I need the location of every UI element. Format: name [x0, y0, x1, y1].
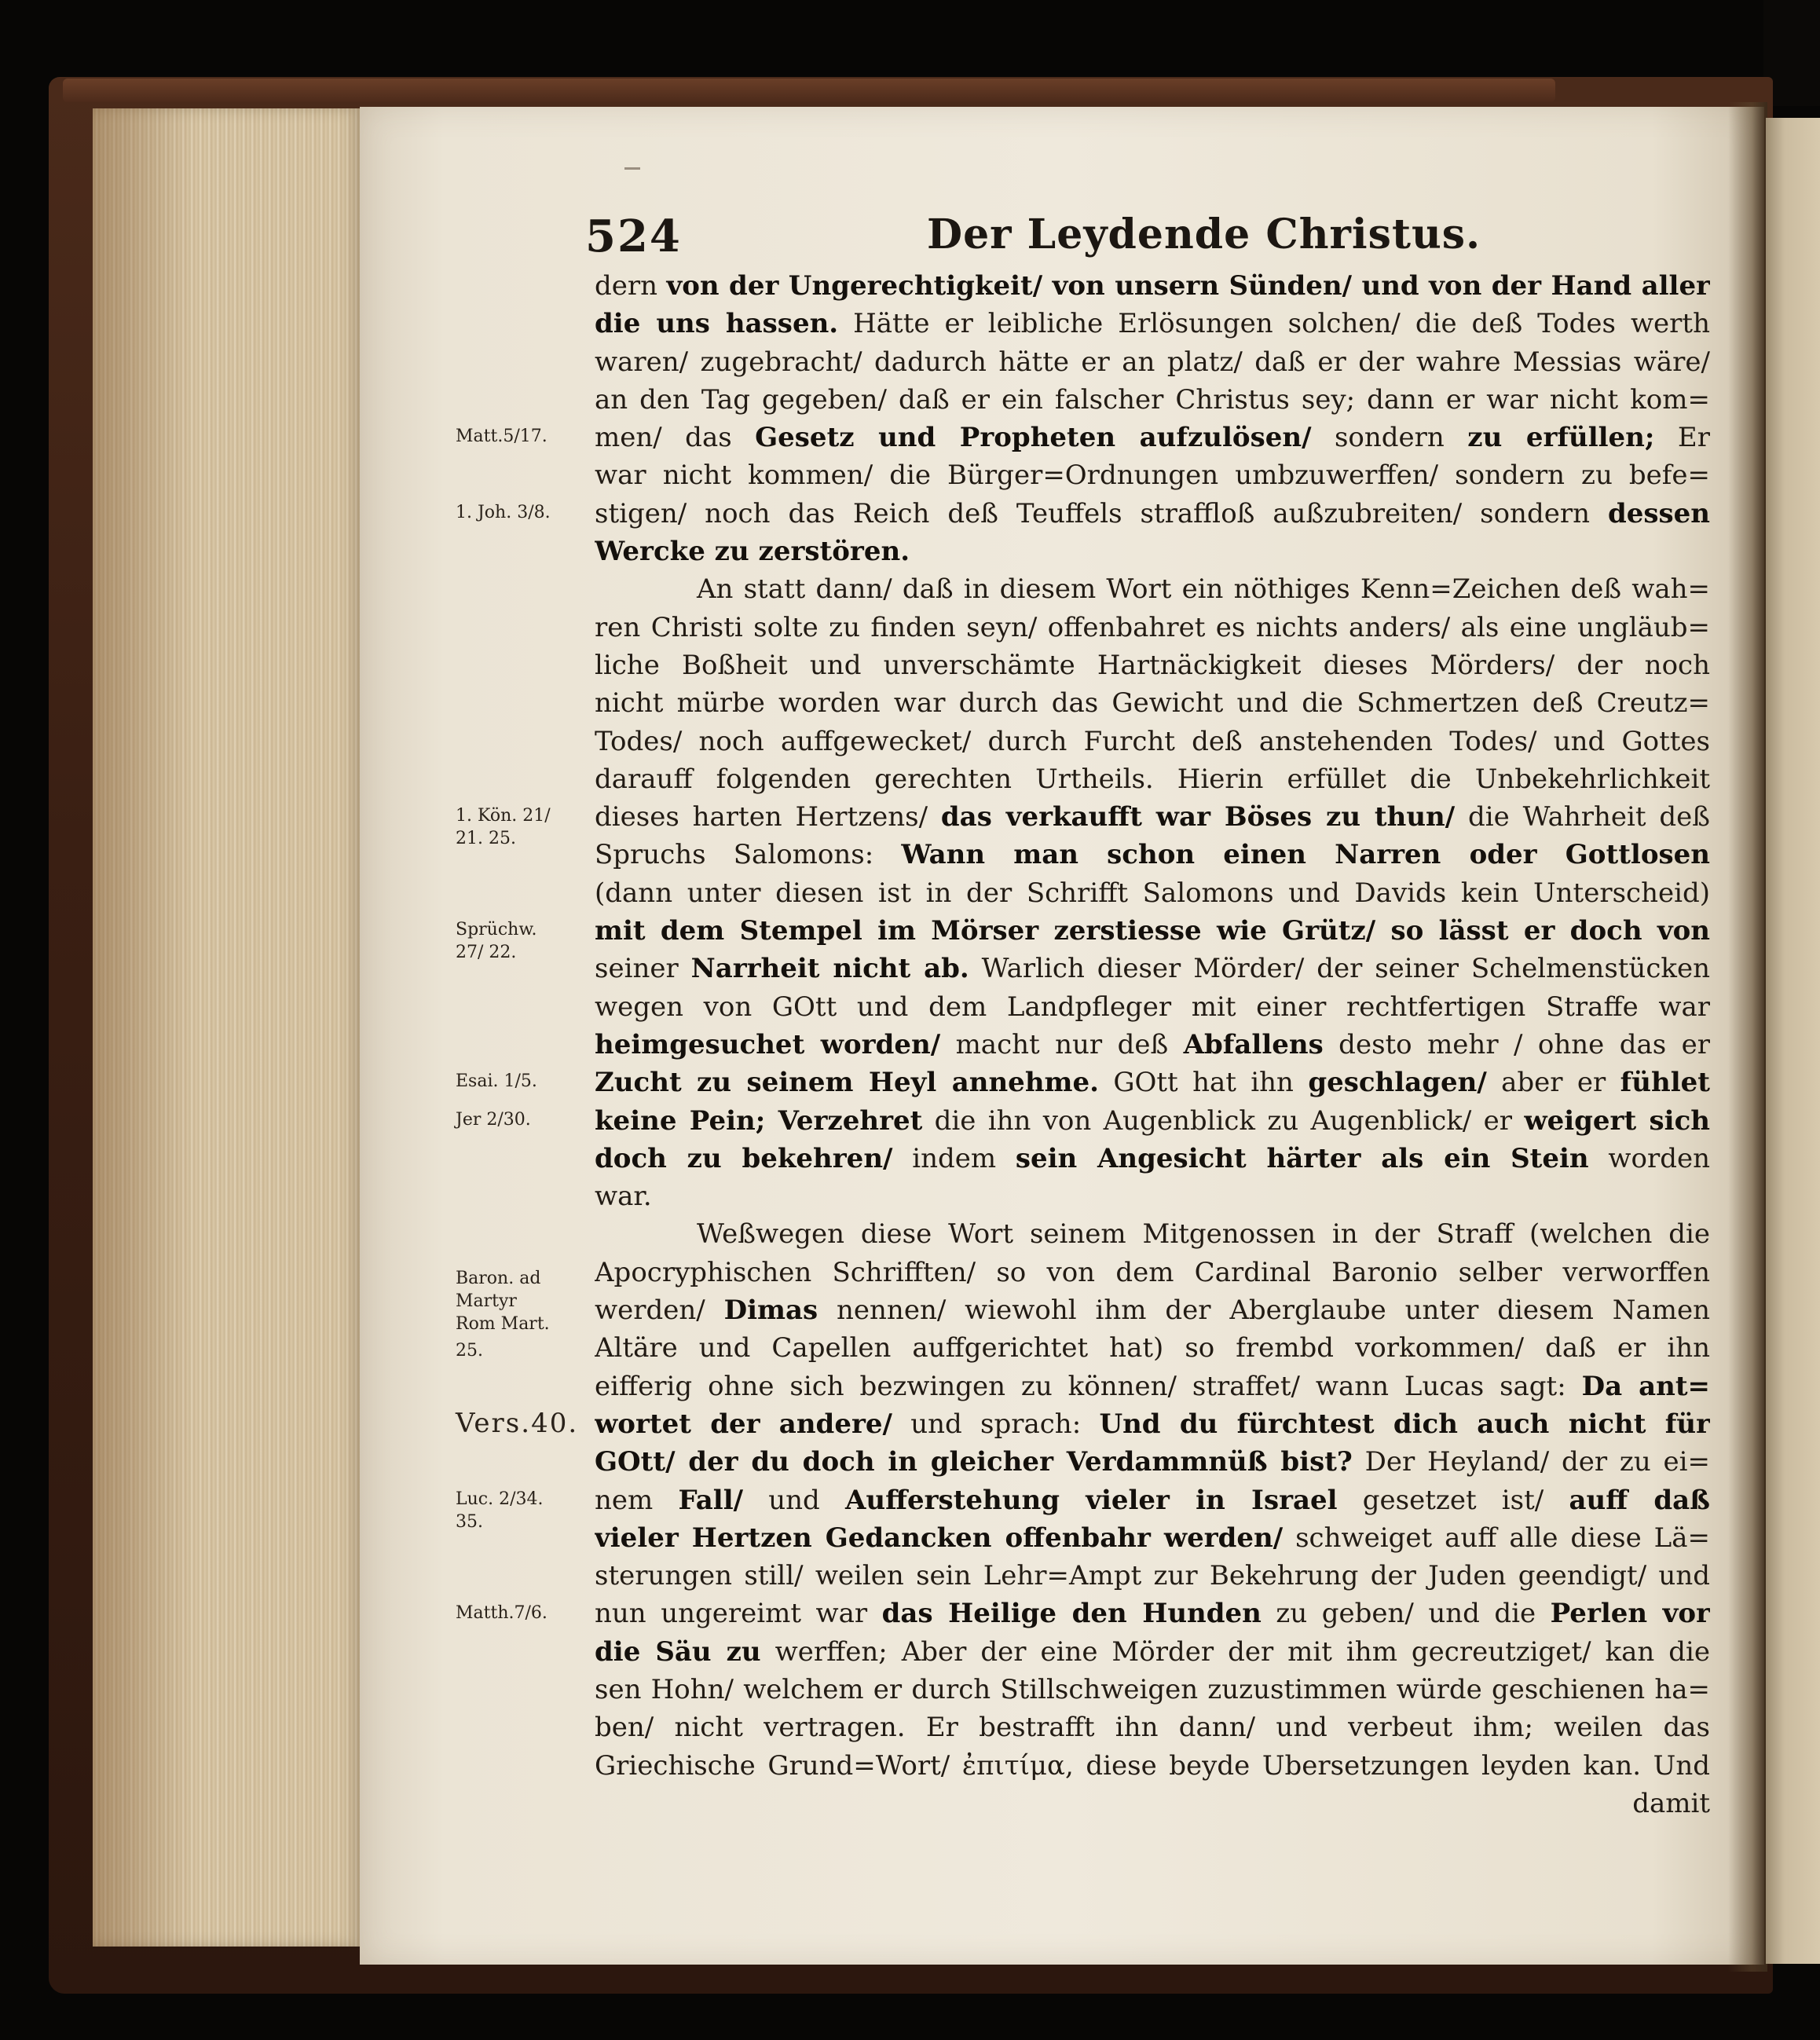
text-line [595, 1405, 1710, 1443]
emphasis-text: auff daß [1569, 1484, 1710, 1516]
text-line [595, 798, 1710, 836]
emphasis-text: sein Angesicht härter als ein Stein [1015, 1142, 1589, 1174]
book-cover-top-edge [63, 79, 1555, 102]
text-run: die Wahrheit deß [1455, 801, 1710, 833]
text-run: werffen; Aber der eine Mörder der mit ihm gecreutziget/ kan die [760, 1635, 1710, 1668]
text-line [595, 1026, 1710, 1064]
running-title: Der Leydende Christus. [927, 211, 1481, 258]
text-run: und [743, 1484, 845, 1516]
emphasis-text: wortet der andere/ [595, 1408, 892, 1440]
text-line [595, 1368, 1710, 1405]
text-run: aber er [1486, 1067, 1620, 1099]
text-run: Griechische Grund=Wort/ ἐπιτίμα, diese beyde Ubersetzungen leyden kan. Und [595, 1749, 1710, 1782]
page-edges-shadow [93, 108, 195, 1947]
text-line [595, 570, 1710, 608]
text-run: wegen von GOtt und dem Landpfleger mit einer rechtfertigen Straffe war [595, 991, 1710, 1023]
text-run: sondern [1311, 422, 1468, 454]
margin-note: Baron. ad [456, 1269, 541, 1289]
text-run: men/ das [595, 422, 756, 454]
text-line [595, 533, 1710, 570]
text-line [595, 1102, 1710, 1140]
margin-note: Jer 2/30. [456, 1109, 531, 1130]
text-line [595, 419, 1710, 456]
text-line [595, 988, 1710, 1026]
text-run: liche Boßheit und unverschämte Hartnäckigkeit dieses Mörders/ der noch [595, 649, 1710, 681]
text-line [595, 495, 1710, 533]
emphasis-text: Und du fürchtest dich auch nicht für [1099, 1408, 1710, 1440]
text-line [595, 684, 1710, 722]
text-run: nem [595, 1484, 679, 1516]
text-run: stigen/ noch das Reich deß Teuffels straffloß außzubreiten/ sondern [595, 497, 1608, 529]
text-run: seiner [595, 953, 691, 985]
text-line [595, 1747, 1710, 1785]
text-run: sterungen still/ weilen sein Lehr=Ampt zur Bekehrung der Juden geendigt/ und [595, 1560, 1710, 1592]
emphasis-text: GOtt/ der du doch in gleicher Verdammnüß bist? [595, 1446, 1353, 1478]
margin-note: Matt.5/17. [456, 427, 547, 447]
margin-note: 21. 25. [456, 829, 516, 849]
text-run: dieses harten Hertzens/ [595, 801, 941, 833]
emphasis-text: doch zu bekehren/ [595, 1142, 893, 1174]
emphasis-text: die uns hassen. [595, 308, 839, 340]
emphasis-text: Wann man schon einen Narren oder Gottlosen [901, 839, 1710, 871]
text-run: waren/ zugebracht/ dadurch hätte er an platz/ daß er der wahre Messias wäre/ [595, 346, 1710, 378]
text-run: (dann unter diesen ist in der Schrifft Salomons und Davids kein Unterscheid) [595, 877, 1710, 909]
text-line [595, 1557, 1710, 1595]
text-line [595, 1254, 1710, 1291]
emphasis-text: Da ant= [1581, 1370, 1710, 1402]
text-run: darauff folgenden gerechten Urtheils. Hierin erfüllet die Unbekehrlichkeit [595, 763, 1710, 795]
emphasis-text: Zucht zu seinem Heyl annehme. [595, 1067, 1099, 1099]
text-run: damit [1632, 1787, 1710, 1819]
text-run: nennen/ wiewohl ihm der Aberglaube unter diesem Namen [818, 1295, 1710, 1327]
text-line [595, 950, 1710, 987]
text-line [595, 305, 1710, 342]
emphasis-text: vieler Hertzen Gedancken offenbahr werden/ [595, 1522, 1284, 1554]
text-line [595, 1481, 1710, 1519]
emphasis-text: fühlet [1620, 1067, 1710, 1099]
text-line [595, 912, 1710, 950]
text-run: Weßwegen diese Wort seinem Mitgenossen in der Straff (welchen die [697, 1218, 1710, 1251]
emphasis-text: zu erfüllen; [1467, 422, 1655, 454]
text-line [595, 760, 1710, 798]
emphasis-text: Dimas [723, 1295, 818, 1327]
text-run: GOtt hat ihn [1098, 1067, 1309, 1099]
emphasis-text: Fall/ [678, 1484, 744, 1516]
text-run: An statt dann/ daß in diesem Wort ein nöthiges Kenn=Zeichen deß wah= [697, 573, 1710, 606]
margin-note: Luc. 2/34. [456, 1489, 544, 1509]
emphasis-text: dessen [1607, 497, 1710, 529]
text-line [595, 1291, 1710, 1329]
text-line [595, 1329, 1710, 1367]
text-run: Apocryphischen Schrifften/ so von dem Cardinal Baronio selber verworffen [595, 1256, 1710, 1288]
margin-note: Esai. 1/5. [456, 1071, 537, 1092]
text-run: sen Hohn/ welchem er durch Stillschweigen zuzustimmen würde geschienen ha= [595, 1673, 1710, 1705]
text-line [595, 1443, 1710, 1481]
text-line [595, 646, 1710, 684]
text-run: macht nur deß [940, 1028, 1184, 1060]
emphasis-text: von der Ungerechtigkeit/ von unsern Sünden/ und von der Hand aller [666, 270, 1710, 302]
text-run: werden/ [595, 1295, 724, 1327]
emphasis-text: heimgesuchet worden/ [595, 1028, 941, 1060]
text-line [595, 343, 1710, 381]
text-run: nicht mürbe worden war durch das Gewicht und die Schmertzen deß Creutz= [595, 687, 1710, 720]
emphasis-text: Abfallens [1183, 1028, 1324, 1060]
text-line [595, 1215, 1710, 1253]
text-run: gesetzet ist/ [1337, 1484, 1569, 1516]
text-run: und sprach: [892, 1408, 1100, 1440]
emphasis-text: Narrheit nicht ab. [690, 953, 969, 985]
text-line [595, 1709, 1710, 1746]
margin-note: Matth.7/6. [456, 1602, 547, 1623]
text-run: Altäre und Capellen auffgerichtet hat) so frembd vorkommen/ daß er ihn [595, 1332, 1710, 1364]
text-line [595, 456, 1710, 494]
body-text [595, 267, 1710, 1822]
margin-note: Vers.40. [456, 1408, 579, 1439]
head-mark [624, 167, 640, 170]
emphasis-text: Gesetz und Propheten aufzulösen/ [755, 422, 1312, 454]
text-run: war nicht kommen/ die Bürger=Ordnungen umbzuwerffen/ sondern zu befe= [595, 460, 1710, 492]
emphasis-text: mit dem Stempel im Mörser zerstiesse wie Grütz/ so lässt er doch von [595, 915, 1710, 947]
emphasis-text: geschlagen/ [1308, 1067, 1487, 1099]
margin-note: Rom Mart. [456, 1314, 550, 1335]
emphasis-text: Perlen vor [1550, 1598, 1710, 1630]
text-line [595, 874, 1710, 912]
text-run: Todes/ noch auffgewecket/ durch Furcht deß anstehenden Todes/ und Gottes [595, 725, 1710, 757]
catchword [595, 1785, 1710, 1822]
text-line [595, 1595, 1710, 1632]
margin-note: 25. [456, 1341, 483, 1361]
margin-note: 1. Kön. 21/ [456, 806, 551, 826]
text-line [595, 267, 1710, 305]
emphasis-text: weigert sich [1524, 1104, 1710, 1137]
text-run: Er [1654, 422, 1710, 454]
text-line [595, 723, 1710, 760]
margin-note: Martyr [456, 1291, 517, 1312]
book-gutter [1728, 102, 1767, 1972]
margin-note: 35. [456, 1511, 483, 1532]
emphasis-text: Wercke zu zerstören. [595, 536, 910, 568]
text-line [595, 609, 1710, 646]
text-run: ben/ nicht vertragen. Er bestrafft ihn dann/ und verbeut ihm; weilen das [595, 1712, 1710, 1744]
text-line [595, 1177, 1710, 1215]
facing-page-sliver [1766, 118, 1820, 1964]
margin-note: 1. Joh. 3/8. [456, 502, 551, 522]
text-line [595, 1671, 1710, 1709]
text-line [595, 1519, 1710, 1557]
emphasis-text: das verkaufft war Böses zu thun/ [940, 801, 1456, 833]
text-run: war. [595, 1181, 652, 1213]
margin-note: Sprüchw. [456, 920, 537, 940]
text-line [595, 381, 1710, 419]
text-line [595, 1633, 1710, 1671]
text-run: indem [892, 1142, 1016, 1174]
text-run: schweiget auff alle diese Lä= [1283, 1522, 1710, 1554]
emphasis-text: Aufferstehung vieler in Israel [845, 1484, 1338, 1516]
text-run: worden [1588, 1142, 1710, 1174]
page-number: 524 [585, 211, 682, 262]
text-run: die ihn von Augenblick zu Augenblick/ er [922, 1104, 1525, 1137]
text-run: Der Heyland/ der zu ei= [1352, 1446, 1710, 1478]
text-run: eifferig ohne sich bezwingen zu können/ straffet/ wann Lucas sagt: [595, 1370, 1582, 1402]
text-run: an den Tag gegeben/ daß er ein falscher Christus sey; dann er war nicht kom= [595, 383, 1710, 416]
margin-note: 27/ 22. [456, 943, 517, 963]
text-line [595, 1140, 1710, 1177]
text-run: nun ungereimt war [595, 1598, 882, 1630]
text-run: Hätte er leibliche Erlösungen solchen/ die deß Todes werth [838, 308, 1710, 340]
text-run: zu geben/ und die [1261, 1598, 1551, 1630]
text-line [595, 1064, 1710, 1101]
text-run: dern [595, 270, 667, 302]
emphasis-text: das Heilige den Hunden [881, 1598, 1262, 1630]
emphasis-text: keine Pein; Verzehret [595, 1104, 923, 1137]
text-run: Warlich dieser Mörder/ der seiner Schelmenstücken [969, 953, 1710, 985]
emphasis-text: die Säu zu [595, 1635, 761, 1668]
text-run: desto mehr / ohne das er [1323, 1028, 1710, 1060]
text-line [595, 836, 1710, 874]
text-run: Spruchs Salomons: [595, 839, 902, 871]
text-run: ren Christi solte zu finden seyn/ offenbahret es nichts anders/ als eine ungläub= [595, 611, 1710, 643]
